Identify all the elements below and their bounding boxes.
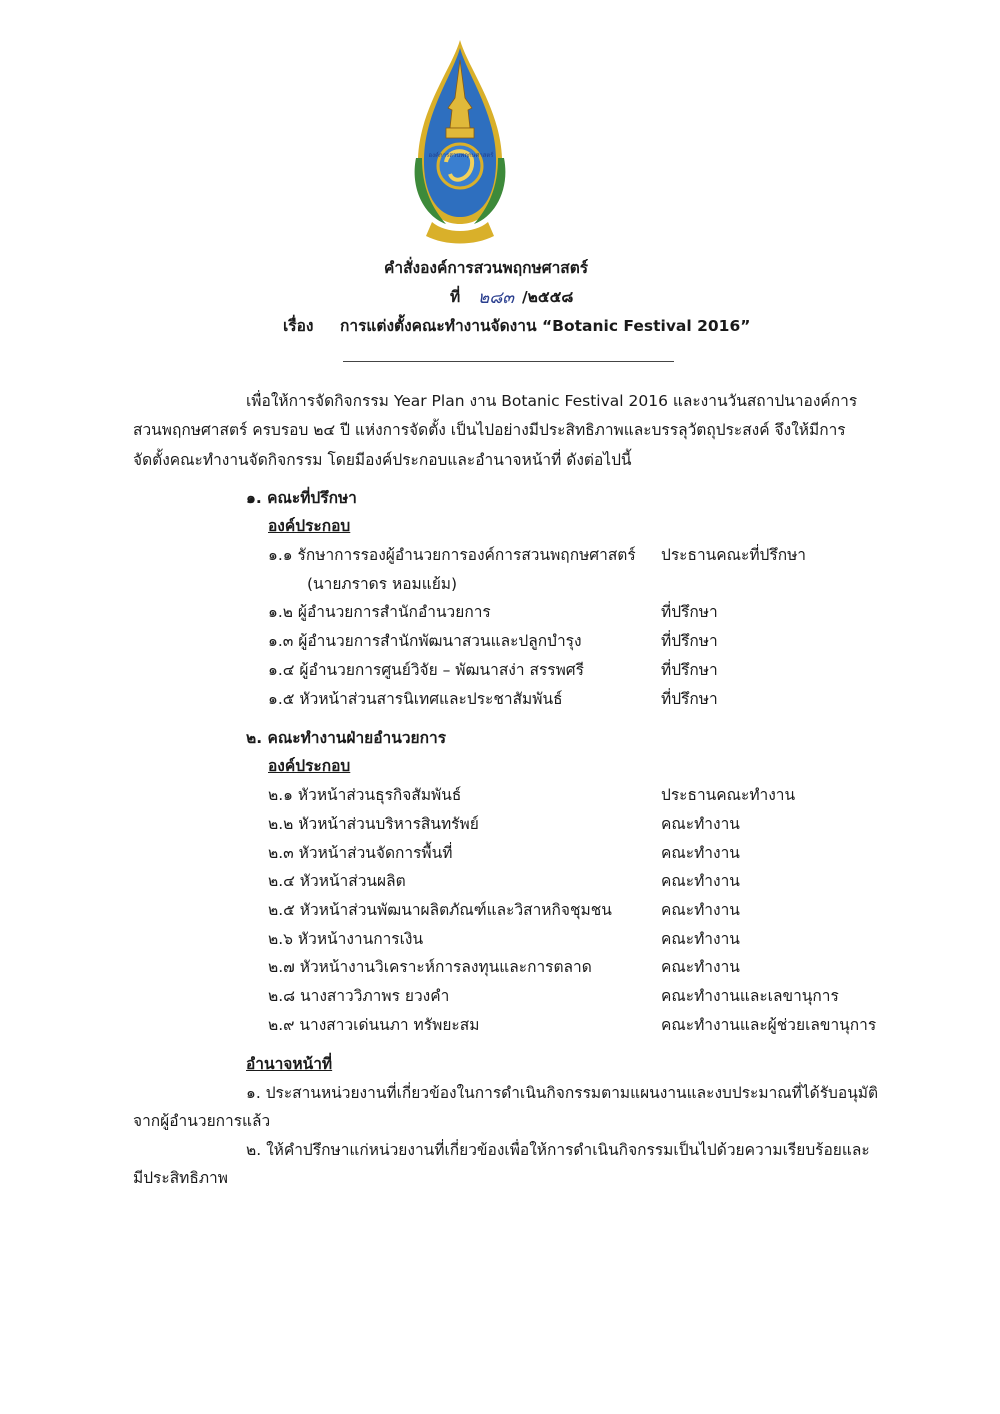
order-number-handwritten: ๒๘๓ — [478, 288, 514, 308]
intro-line-2: สวนพฤกษศาสตร์ ครบรอบ ๒๔ ปี แห่งการจัดตั้ง เป็นไปอย่างมีประสิทธิภาพและบรรลุวัตถุประสงค์ จึงให้มีการ — [133, 421, 846, 439]
section1-member-role: ที่ปรึกษา — [661, 632, 718, 650]
organization-seal — [410, 38, 510, 246]
duty-item-line-1: ๑. ประสานหน่วยงานที่เกี่ยวข้องในการดำเนินกิจกรรมตามแผนงานและงบประมาณที่ได้รับอนุมัติ — [246, 1084, 879, 1102]
section1-member-role: ประธานคณะที่ปรึกษา — [661, 546, 807, 564]
section2-member-name: ๒.๒ หัวหน้าส่วนบริหารสินทรัพย์ — [268, 815, 479, 833]
duties-heading: อำนาจหน้าที่ — [246, 1055, 333, 1073]
section2-member-name: ๒.๘ นางสาววิภาพร ยวงคำ — [268, 987, 450, 1005]
section2-member-role: คณะทำงานและผู้ช่วยเลขานุการ — [661, 1016, 877, 1034]
duty-item-line-1: ๒. ให้คำปรึกษาแก่หน่วยงานที่เกี่ยวข้องเพื่อให้การดำเนินกิจกรรมเป็นไปด้วยความเรียบร้อยและ — [246, 1141, 870, 1159]
section2-composition-label: องค์ประกอบ — [268, 757, 351, 775]
section1-member-name: ๑.๑ รักษาการรองผู้อำนวยการองค์การสวนพฤกษศาสตร์ — [268, 546, 636, 564]
subject-label: เรื่อง — [283, 317, 314, 335]
order-number-year: /๒๕๕๘ — [522, 288, 574, 306]
section1-member-name: ๑.๕ หัวหน้าส่วนสารนิเทศและประชาสัมพันธ์ — [268, 690, 563, 708]
section2-member-name: ๒.๗ หัวหน้างานวิเคราะห์การลงทุนและการตลาด — [268, 958, 592, 976]
section1-member-role: ที่ปรึกษา — [661, 661, 718, 679]
section1-member-role: ที่ปรึกษา — [661, 690, 718, 708]
section2-member-name: ๒.๔ หัวหน้าส่วนผลิต — [268, 872, 406, 890]
section2-member-role: คณะทำงาน — [661, 958, 740, 976]
seal-text: องค์การสวนพฤกษศาสตร์ — [428, 152, 494, 159]
section2-member-name: ๒.๕ หัวหน้าส่วนพัฒนาผลิตภัณฑ์และวิสาหกิจชุมชน — [268, 901, 612, 919]
section2-member-name: ๒.๙ นางสาวเด่นนภา ทรัพยะสม — [268, 1016, 480, 1034]
section1-member-name: ๑.๔ ผู้อำนวยการศูนย์วิจัย – พัฒนาสง่า สรรพศรี — [268, 661, 584, 679]
section1-member-name-cont: (นายภราดร หอมแย้ม) — [307, 575, 458, 593]
duty-item-line-2: มีประสิทธิภาพ — [133, 1169, 228, 1187]
section1-member-name: ๑.๓ ผู้อำนวยการสำนักพัฒนาสวนและปลูกบำรุง — [268, 632, 582, 650]
section1-heading: ๑. คณะที่ปรึกษา — [246, 489, 357, 507]
order-title: คำสั่งองค์การสวนพฤกษศาสตร์ — [384, 259, 589, 277]
section1-member-role: ที่ปรึกษา — [661, 603, 718, 621]
section1-composition-label: องค์ประกอบ — [268, 517, 351, 535]
intro-line-1: เพื่อให้การจัดกิจกรรม Year Plan งาน Botanic Festival 2016 และงานวันสถาปนาองค์การ — [246, 392, 858, 410]
order-number-label: ที่ — [450, 288, 461, 306]
section2-member-role: คณะทำงาน — [661, 872, 740, 890]
section2-heading: ๒. คณะทำงานฝ่ายอำนวยการ — [246, 729, 447, 747]
section2-member-role: คณะทำงานและเลขานุการ — [661, 987, 839, 1005]
section2-member-name: ๒.๑ หัวหน้าส่วนธุรกิจสัมพันธ์ — [268, 786, 462, 804]
section1-member-name: ๑.๒ ผู้อำนวยการสำนักอำนวยการ — [268, 603, 491, 621]
section2-member-role: คณะทำงาน — [661, 815, 740, 833]
section2-member-role: ประธานคณะทำงาน — [661, 786, 796, 804]
subject-text: การแต่งตั้งคณะทำงานจัดงาน “Botanic Festival 2016” — [340, 317, 751, 335]
title-divider — [343, 361, 674, 362]
duty-item-line-2: จากผู้อำนวยการแล้ว — [133, 1112, 271, 1130]
section2-member-name: ๒.๖ หัวหน้างานการเงิน — [268, 930, 424, 948]
section2-member-role: คณะทำงาน — [661, 901, 740, 919]
section2-member-role: คณะทำงาน — [661, 844, 740, 862]
section2-member-name: ๒.๓ หัวหน้าส่วนจัดการพื้นที่ — [268, 844, 453, 862]
section2-member-role: คณะทำงาน — [661, 930, 740, 948]
intro-line-3: จัดตั้งคณะทำงานจัดกิจกรรม โดยมีองค์ประกอบและอำนาจหน้าที่ ดังต่อไปนี้ — [133, 451, 632, 469]
